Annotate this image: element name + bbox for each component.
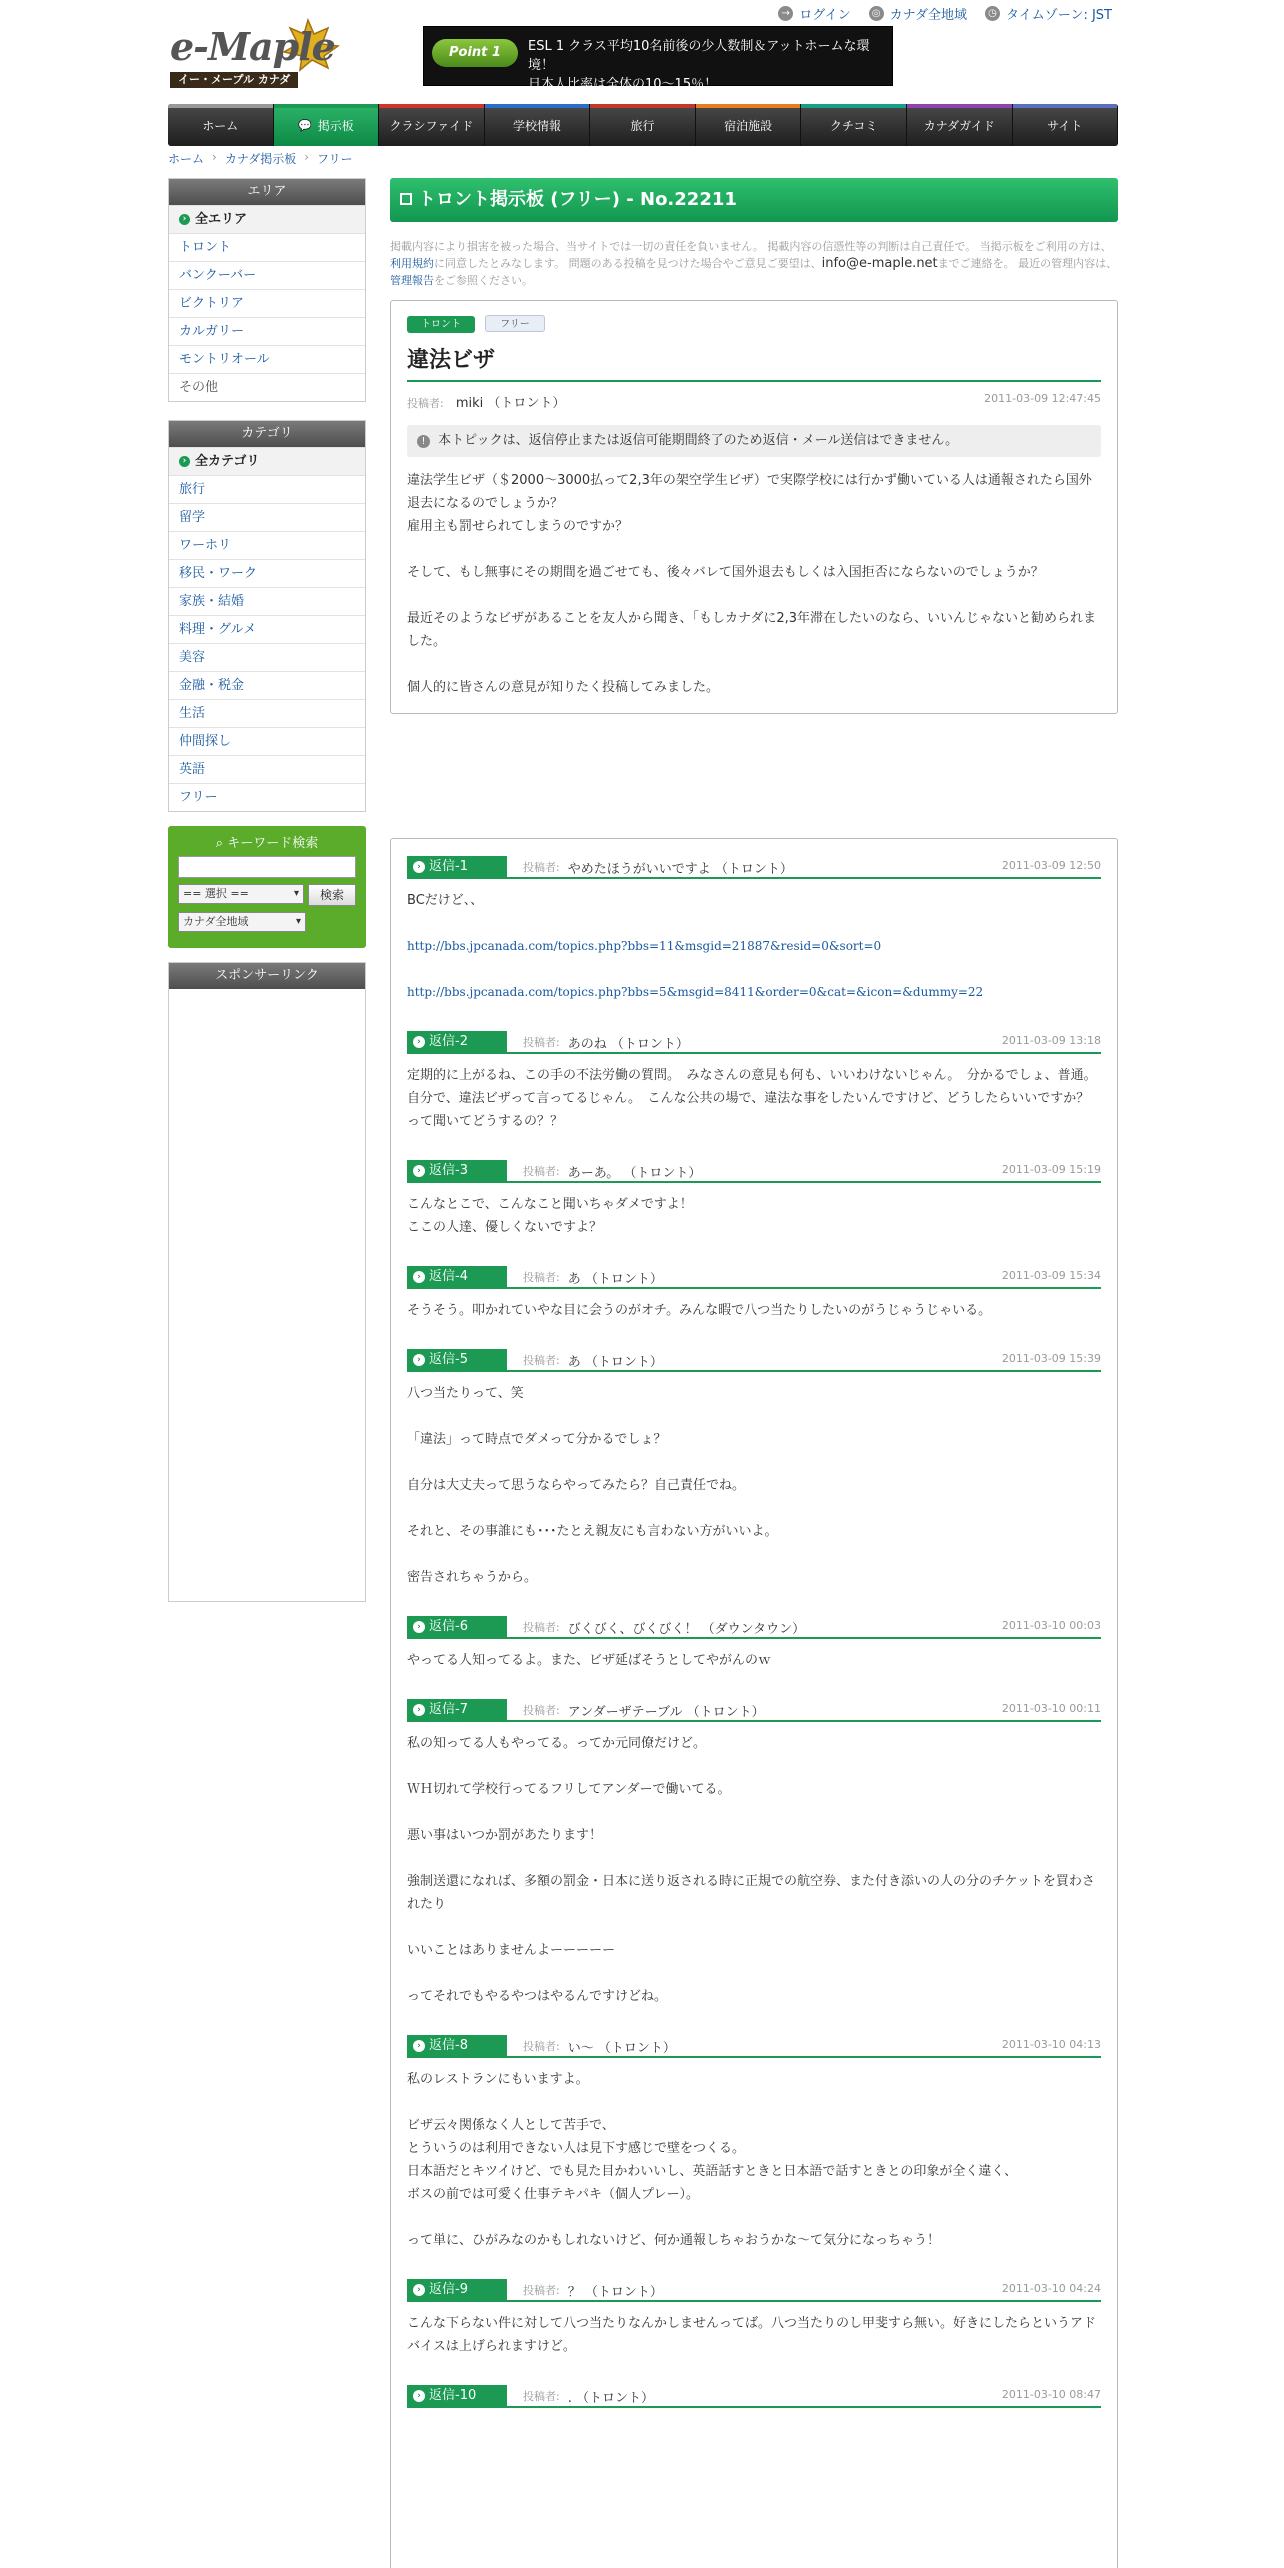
category-item[interactable]: 英語 <box>169 755 365 783</box>
reply-author: あ （トロント） <box>567 1271 663 1287</box>
reply-body <box>407 1382 1101 1589</box>
reply-number-label: 返信-7 <box>429 1702 468 1717</box>
logo-text: e-Maple <box>170 24 335 69</box>
nav-item[interactable] <box>1013 104 1119 146</box>
site-logo[interactable] <box>168 18 348 92</box>
reply-number-label: 返信-10 <box>429 2388 477 2403</box>
reply-body <box>407 1193 1101 1239</box>
reply-paragraph: 「違法」って時点でダメって分かるでしょ？ <box>407 1432 667 1447</box>
top-links <box>778 4 1112 23</box>
arrow-circle-icon: › <box>413 2040 425 2052</box>
category-select[interactable]: == 選択 == ▾ <box>178 884 304 904</box>
author-label: 投稿者: <box>523 1165 560 1178</box>
chat-icon: 💬 <box>297 118 312 132</box>
arrow-circle-icon: › <box>413 1354 425 1366</box>
area-item[interactable]: ビクトリア <box>169 289 365 317</box>
search-icon: ⌕ <box>215 836 224 851</box>
reply-paragraph: こんな下らない件に対して八つ当たりなんかしませんってば。八つ当たりのし甲斐すら無い。好きにしたらというアドバイスは上げられますけど。 <box>407 2316 1097 2354</box>
reply-paragraph: ＷＨ切れて学校行ってるフリしてアンダーで働いてる。 <box>407 1782 731 1797</box>
login-icon: → <box>778 6 793 21</box>
reply-date: 2011-03-10 04:13 <box>1001 2038 1101 2051</box>
region-label: カナダ全地域 <box>889 8 967 23</box>
search-input[interactable] <box>178 856 356 878</box>
reply-date: 2011-03-10 00:03 <box>1001 1619 1101 1632</box>
author-label: 投稿者: <box>523 1704 560 1717</box>
nav-color-bar <box>1013 104 1118 108</box>
reply-number-label: 返信-3 <box>429 1163 468 1178</box>
author-label: 投稿者: <box>523 1354 560 1367</box>
reply-item <box>407 1267 1101 1322</box>
login-link[interactable] <box>778 4 850 23</box>
sponsor-box <box>168 962 366 1602</box>
reply-number[interactable] <box>407 1699 507 1721</box>
breadcrumb-home[interactable]: ホーム <box>168 152 205 166</box>
author-label: 投稿者: <box>523 2284 560 2297</box>
area-all[interactable] <box>169 205 365 233</box>
author-label: 投稿者: <box>523 861 560 874</box>
reply-item <box>407 2386 1101 2408</box>
notice-text-1: 掲載内容により損害を被った場合、当サイトでは一切の責任を負いません。 掲載内容の信憑性等の判断は自己責任で。 当掲示板をご利用の方は、 <box>390 240 1112 253</box>
area-item[interactable]: トロント <box>169 233 365 261</box>
reply-list <box>390 838 1118 2568</box>
reply-paragraph: 強制送還になれば、多額の罰金・日本に送り返される時に正規での航空券、また付き添いの人の分のチケットを買わされたり <box>407 1874 1095 1912</box>
search-title-label: キーワード検索 <box>227 836 319 851</box>
author-label: 投稿者: <box>407 397 444 410</box>
nav-color-bar <box>590 104 695 108</box>
category-item[interactable]: 金融・税金 <box>169 671 365 699</box>
area-item[interactable]: バンクーバー <box>169 261 365 289</box>
nav-item[interactable] <box>907 104 1013 146</box>
reply-paragraph: そうそう。叩かれていやな目に会うのがオチ。みんな暇で八つ当たりしたいのがうじゃうじゃいる。 <box>407 1303 992 1318</box>
area-heading: エリア <box>169 179 365 205</box>
contact-email[interactable]: info@e-maple.net <box>821 256 938 271</box>
reply-paragraph: 八つ当たりって、笑 <box>407 1386 524 1401</box>
keyword-search-box <box>168 826 366 948</box>
reply-header <box>407 1161 1101 1183</box>
category-item[interactable]: 留学 <box>169 503 365 531</box>
nav-item-label: ホーム <box>202 118 239 133</box>
reply-paragraph: やってる人知ってるよ。また、ビザ延ばそうとしてやがんのｗ <box>407 1653 772 1668</box>
arrow-circle-icon: › <box>179 214 190 225</box>
reply-header <box>407 1032 1101 1054</box>
reply-item <box>407 1161 1101 1239</box>
reply-paragraph: それと、その事誰にも･･･たとえ親友にも言わない方がいいよ。 <box>407 1524 778 1539</box>
logo-subtitle: イー・メープル カナダ <box>170 72 298 88</box>
reply-number[interactable] <box>407 2035 507 2057</box>
nav-item[interactable] <box>485 104 591 146</box>
board-title <box>390 178 1118 222</box>
reply-header <box>407 2280 1101 2302</box>
category-item[interactable]: 家族・結婚 <box>169 587 365 615</box>
reply-header <box>407 1350 1101 1372</box>
arrow-circle-icon: › <box>413 1621 425 1633</box>
area-box <box>168 178 366 402</box>
reply-number-label: 返信-9 <box>429 2282 468 2297</box>
reply-body <box>407 2312 1101 2358</box>
category-item[interactable]: 生活 <box>169 699 365 727</box>
sponsor-heading: スポンサーリンク <box>169 963 365 989</box>
reply-paragraph: 定期的に上がるね、この手の不法労働の質問。 みなさんの意見も何も、いいわけないじゃん。 分かるでしょ、普通。 自分で、違法ビザって言ってるじゃん。 こんな公共の場で、違法な事をしたいんですけど、どうしたらいいですか？って聞いてどうするの？？ <box>407 1068 1097 1129</box>
reply-item <box>407 2036 1101 2252</box>
post-tags <box>407 315 1101 333</box>
area-all-label: 全エリア <box>195 211 248 227</box>
clock-icon: ◷ <box>985 6 1000 21</box>
breadcrumb <box>168 150 353 167</box>
timezone-label: タイムゾーン: JST <box>1005 8 1112 23</box>
category-item[interactable]: 移民・ワーク <box>169 559 365 587</box>
reply-paragraph: 自分は大丈夫って思うならやってみたら？自己責任でね。 <box>407 1478 746 1493</box>
reply-header <box>407 2386 1101 2408</box>
banner-text <box>528 37 892 94</box>
terms-link[interactable]: 利用規約 <box>390 257 434 270</box>
reply-link[interactable]: http://bbs.jpcanada.com/topics.php?bbs=5&msgid=8411&order=0&cat=&icon=&dummy=22 <box>407 985 984 999</box>
reply-paragraph: こんなとこで、こんなこと聞いちゃダメですよ！ ここの人達、優しくないですよ？ <box>407 1197 693 1235</box>
reply-item <box>407 1350 1101 1589</box>
reply-body <box>407 1732 1101 2008</box>
timezone-link[interactable] <box>985 4 1112 23</box>
reply-item <box>407 857 1101 1004</box>
reply-item <box>407 1617 1101 1672</box>
closed-notice <box>407 425 1101 457</box>
area-item[interactable]: モントリオール <box>169 345 365 373</box>
main-nav <box>168 104 1118 146</box>
reply-author: ？ （トロント） <box>567 2284 663 2300</box>
reply-date: 2011-03-09 15:39 <box>1001 1352 1101 1365</box>
nav-item-label: クラシファイド <box>389 118 474 133</box>
reply-number[interactable] <box>407 1349 507 1371</box>
disclaimer <box>390 238 1118 289</box>
category-item[interactable]: ワーホリ <box>169 531 365 559</box>
search-row <box>178 884 356 906</box>
reply-paragraph: ビザ云々関係なく人として苦手で、 とういうのは利用できない人は見下す感じで壁をつくる。 日本語だとキツイけど、でも見た目かわいいし、英語話すときと日本語で話すときとの印象が全く違く、 ボスの前では可愛く仕事テキパキ（個人プレー）。 <box>407 2118 1018 2202</box>
category-heading: カテゴリ <box>169 421 365 447</box>
reply-header <box>407 1267 1101 1289</box>
reply-number[interactable] <box>407 2385 507 2407</box>
arrow-circle-icon: › <box>413 861 425 873</box>
nav-item-label: 宿泊施設 <box>724 118 773 133</box>
reply-author: びくびく、びくびく！ （ダウンタウン） <box>567 1621 806 1637</box>
breadcrumb-board[interactable]: カナダ掲示板 <box>224 152 297 166</box>
reply-author: . （トロント） <box>567 2390 654 2406</box>
reply-date: 2011-03-10 04:24 <box>1001 2282 1101 2295</box>
reply-body <box>407 1649 1101 1672</box>
post-paragraph: そして、もし無事にその期間を過ごせても、後々バレて国外退去もしくは入国拒否にならないのでしょうか？ <box>407 565 1044 580</box>
post-author-wrap <box>407 392 565 411</box>
reply-number[interactable] <box>407 1160 507 1182</box>
nav-item[interactable] <box>696 104 802 146</box>
closed-notice-text: 本トピックは、返信停止または返信可能期間終了のため返信・メール送信はできません。 <box>438 433 959 448</box>
notice-text-3: までご連絡を。 最近の管理内容は、 <box>937 257 1118 270</box>
post-paragraph: 最近そのようなビザがあることを友人から聞き、「もしカナダに2,3年滞在したいのなら、いいんじゃないと勧められました。 <box>407 611 1097 649</box>
arrow-circle-icon: › <box>179 456 190 467</box>
banner-badge: Point 1 <box>432 39 518 67</box>
notice-text-4: をご参照ください。 <box>434 274 533 287</box>
topic-post <box>390 300 1118 714</box>
reply-author: い～ （トロント） <box>567 2040 676 2056</box>
reply-header <box>407 2036 1101 2058</box>
reply-author: アンダーザテーブル （トロント） <box>567 1704 765 1720</box>
reply-number-label: 返信-5 <box>429 1352 468 1367</box>
banner-line-1: ESL 1 クラス平均10名前後の少人数制＆アットホームな環境！ <box>528 39 870 73</box>
post-title: 違法ビザ <box>407 343 1101 382</box>
author-label: 投稿者: <box>523 2040 560 2053</box>
nav-color-bar <box>379 104 484 108</box>
square-icon <box>400 193 412 205</box>
reply-number-label: 返信-2 <box>429 1034 468 1049</box>
category-item[interactable]: 仲間探し <box>169 727 365 755</box>
reply-paragraph: いいことはありませんよーーーーー <box>407 1943 616 1958</box>
info-icon: ! <box>417 435 430 448</box>
reply-author: あ （トロント） <box>567 1354 663 1370</box>
login-label: ログイン <box>799 8 851 23</box>
nav-item-label: カナダガイド <box>923 118 995 133</box>
search-button[interactable]: 検索 <box>308 884 356 906</box>
reply-item <box>407 1032 1101 1133</box>
nav-item[interactable] <box>274 104 380 146</box>
arrow-circle-icon: › <box>413 1036 425 1048</box>
arrow-circle-icon: › <box>413 2284 425 2296</box>
reply-date: 2011-03-09 12:50 <box>1001 859 1101 872</box>
reply-number-label: 返信-4 <box>429 1269 468 1284</box>
site-header <box>168 0 1118 100</box>
breadcrumb-separator: › <box>212 150 217 164</box>
reply-paragraph: BCだけど、、 <box>407 893 484 908</box>
reply-number[interactable] <box>407 1266 507 1288</box>
post-paragraph: 違法学生ビザ（＄2000～3000払って2,3年の架空学生ビザ）で実際学校には行かず働いている人は通報されたら国外退去になるのでしょうか？ 雇用主も罰せられてしまうのですか？ <box>407 473 1092 534</box>
post-meta <box>407 392 1101 411</box>
category-all[interactable] <box>169 447 365 475</box>
author-label: 投稿者: <box>523 1271 560 1284</box>
reply-author: あーあ。 （トロント） <box>567 1165 702 1181</box>
category-item[interactable]: 旅行 <box>169 475 365 503</box>
nav-item[interactable] <box>379 104 485 146</box>
reply-date: 2011-03-09 13:18 <box>1001 1034 1101 1047</box>
nav-item[interactable] <box>590 104 696 146</box>
nav-item[interactable] <box>168 104 274 146</box>
area-other[interactable]: その他 <box>169 373 365 401</box>
arrow-circle-icon: › <box>413 1165 425 1177</box>
author-label: 投稿者: <box>523 1036 560 1049</box>
category-item[interactable]: 美容 <box>169 643 365 671</box>
category-item[interactable]: フリー <box>169 783 365 811</box>
reply-date: 2011-03-09 15:19 <box>1001 1163 1101 1176</box>
arrow-circle-icon: › <box>413 1271 425 1283</box>
reply-date: 2011-03-09 15:34 <box>1001 1269 1101 1282</box>
reply-link[interactable]: http://bbs.jpcanada.com/topics.php?bbs=11&msgid=21887&resid=0&sort=0 <box>407 939 882 953</box>
moderation-link[interactable]: 管理報告 <box>390 274 434 287</box>
board-title-text: トロント掲示板 (フリー) - No.22211 <box>418 189 737 210</box>
reply-number-label: 返信-8 <box>429 2038 468 2053</box>
region-link[interactable] <box>869 4 967 23</box>
reply-paragraph: 私のレストランにもいますよ。 <box>407 2072 589 2087</box>
arrow-circle-icon: › <box>413 2390 425 2402</box>
reply-item <box>407 1700 1101 2008</box>
nav-color-bar <box>907 104 1012 108</box>
globe-icon: ◎ <box>869 6 884 21</box>
category-list <box>169 475 365 811</box>
reply-number-label: 返信-6 <box>429 1619 468 1634</box>
reply-paragraph: って単に、ひがみなのかもしれないけど、何か通報しちゃおうかな～て気分になっちゃう！ <box>407 2233 941 2248</box>
reply-date: 2011-03-10 00:11 <box>1001 1702 1101 1715</box>
reply-paragraph: 私の知ってる人もやってる。ってか元同僚だけど。 <box>407 1736 707 1751</box>
nav-color-bar <box>801 104 906 108</box>
area-list <box>169 233 365 373</box>
arrow-circle-icon: › <box>413 1704 425 1716</box>
reply-date: 2011-03-10 08:47 <box>1001 2388 1101 2401</box>
search-title <box>178 832 356 852</box>
notice-text-2: に同意したとみなします。 問題のある投稿を見つけた場合やご意見ご要望は、 <box>434 257 822 270</box>
category-tag[interactable]: フリー <box>485 315 545 332</box>
reply-number[interactable] <box>407 1031 507 1053</box>
banner-line-2: 日本人比率は全体の10～15％！ <box>528 77 718 92</box>
post-date: 2011-03-09 12:47:45 <box>984 392 1101 405</box>
area-tag[interactable]: トロント <box>407 316 475 333</box>
reply-body <box>407 1064 1101 1133</box>
area-item[interactable]: カルガリー <box>169 317 365 345</box>
breadcrumb-free[interactable]: フリー <box>317 152 353 166</box>
category-box <box>168 420 366 812</box>
reply-paragraph: ってそれでもやるやつはやるんですけどね。 <box>407 1989 668 2004</box>
author-label: 投稿者: <box>523 2390 560 2403</box>
reply-author: あのね （トロント） <box>567 1036 689 1052</box>
category-all-label: 全カテゴリ <box>195 453 260 469</box>
author-label: 投稿者: <box>523 1621 560 1634</box>
reply-header <box>407 1617 1101 1639</box>
nav-item[interactable] <box>801 104 907 146</box>
search-row-2 <box>178 912 356 932</box>
breadcrumb-separator: › <box>304 150 310 164</box>
reply-body <box>407 1299 1101 1322</box>
reply-paragraph: 密告されちゃうから。 <box>407 1570 538 1585</box>
ad-banner[interactable] <box>423 26 893 92</box>
reply-number-label: 返信-1 <box>429 859 468 874</box>
category-item[interactable]: 料理・グルメ <box>169 615 365 643</box>
nav-item-label: クチコミ <box>829 118 878 133</box>
nav-color-bar <box>274 104 379 108</box>
nav-item-label: 学校情報 <box>512 118 561 133</box>
nav-item-label: 掲示板 <box>317 118 354 133</box>
reply-body <box>407 889 1101 1004</box>
post-author: miki （トロント） <box>455 396 566 411</box>
region-select[interactable]: カナダ全地域 ▾ <box>178 912 306 932</box>
reply-header <box>407 1700 1101 1722</box>
reply-paragraph: 悪い事はいつか罰があたります！ <box>407 1828 603 1843</box>
reply-item <box>407 2280 1101 2358</box>
post-body <box>407 469 1101 699</box>
reply-number[interactable] <box>407 856 507 878</box>
reply-number[interactable] <box>407 2279 507 2301</box>
post-paragraph: 個人的に皆さんの意見が知りたく投稿してみました。 <box>407 680 720 695</box>
reply-author: やめたほうがいいですよ （トロント） <box>567 861 793 877</box>
reply-header <box>407 857 1101 879</box>
nav-item-label: サイト <box>1047 118 1083 133</box>
nav-color-bar <box>168 104 273 108</box>
reply-body <box>407 2068 1101 2252</box>
nav-item-label: 旅行 <box>630 118 655 133</box>
reply-number[interactable] <box>407 1616 507 1638</box>
nav-color-bar <box>485 104 590 108</box>
nav-color-bar <box>696 104 801 108</box>
